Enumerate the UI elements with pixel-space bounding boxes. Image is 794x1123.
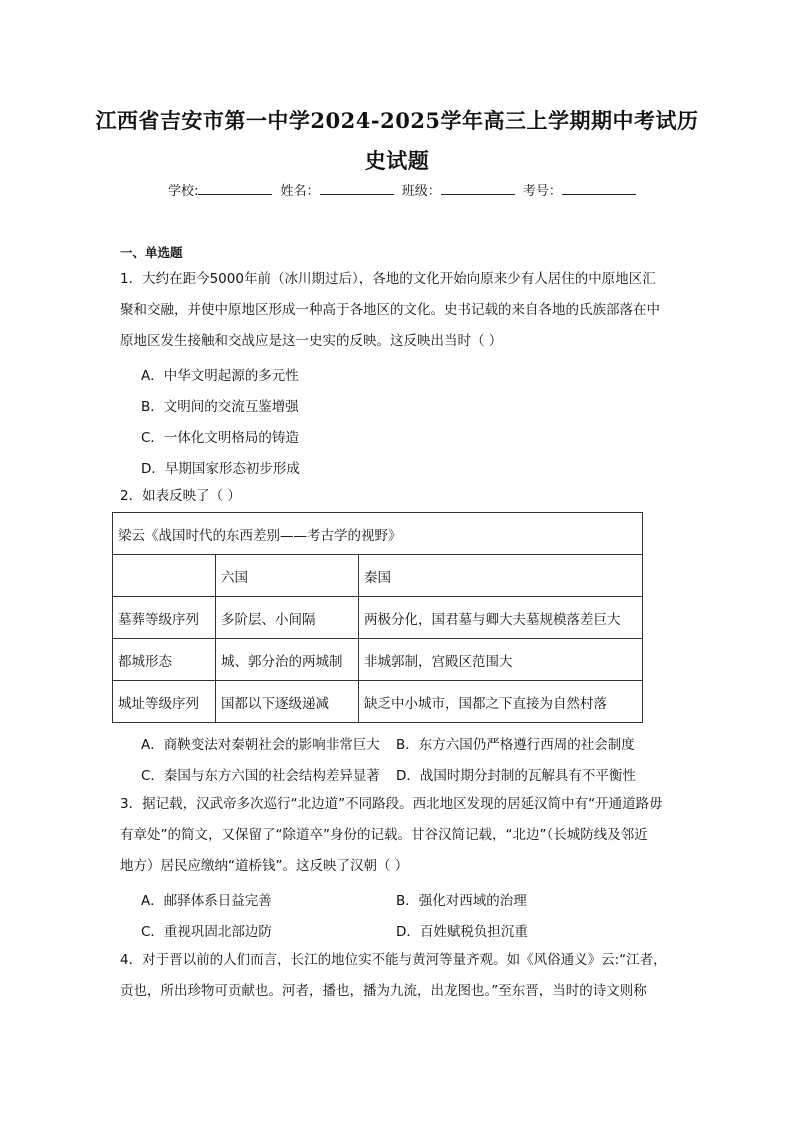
question-3-line: 有章处”的简文，又保留了“除道卒”身份的记载。甘谷汉简记载，“北边”（长城防线及邻近	[120, 827, 648, 843]
question-3-option-a[interactable]: A．邮驿体系日益完善	[141, 893, 272, 909]
table-cell: 缺乏中小城市，国都之下直接为自然村落	[359, 681, 643, 723]
name-label: 姓名：	[280, 184, 320, 199]
school-blank[interactable]	[198, 181, 272, 195]
question-2-option-a[interactable]: A．商鞅变法对秦朝社会的影响非常巨大	[141, 737, 380, 753]
question-1-stem	[120, 264, 676, 357]
student-info-row	[168, 180, 640, 199]
question-4-line: 4．对于晋以前的人们而言，长江的地位实不能与黄河等量齐观。如《风俗通义》云:“江者，	[120, 952, 667, 968]
question-4-stem	[120, 945, 676, 1007]
table-cell: 墓葬等级序列	[113, 597, 216, 639]
question-3-line: 地方）居民应缴纳“道桥钱”。这反映了汉朝（ ）	[120, 858, 409, 874]
question-3-stem	[120, 789, 676, 882]
table-cell: 城址等级序列	[113, 681, 216, 723]
question-1-line: 1．大约在距今5000年前（冰川期过后），各地的文化开始向原来少有人居住的中原地区汇	[120, 271, 656, 287]
table-cell: 国都以下逐级递减	[216, 681, 359, 723]
question-2-option-d[interactable]: D．战国时期分封制的瓦解具有不平衡性	[396, 768, 636, 784]
question-3-option-b[interactable]: B．强化对西域的治理	[396, 893, 527, 909]
question-3-option-c[interactable]: C．重视巩固北部边防	[141, 924, 272, 940]
table-header-cell: 六国	[216, 555, 359, 597]
table-row	[113, 597, 643, 639]
question-1-option-a[interactable]: A．中华文明起源的多元性	[141, 368, 299, 384]
table-cell: 城、郭分治的两城制	[216, 639, 359, 681]
question-2-stem	[120, 481, 676, 512]
table-row	[113, 681, 643, 723]
school-label: 学校:	[168, 184, 199, 199]
question-2-line: 2．如表反映了（ ）	[120, 488, 241, 504]
name-blank[interactable]	[320, 181, 394, 195]
question-1-line: 聚和交融，并使中原地区形成一种高于各地区的文化。史书记载的来自各地的氏族部落在中	[120, 302, 660, 318]
exam-title-line-2: 史试题	[364, 148, 430, 173]
question-2-option-b[interactable]: B．东方六国仍严格遵行西周的社会制度	[396, 737, 635, 753]
table-cell: 两极分化，国君墓与卿大夫墓规模落差巨大	[359, 597, 643, 639]
question-2-option-c[interactable]: C．秦国与东方六国的社会结构差异显著	[141, 768, 380, 784]
section-heading: 一、单选题	[120, 245, 183, 260]
question-4-line: 贡也，所出珍物可贡献也。河者，播也，播为九流，出龙图也。”至东晋，当时的诗文则称	[120, 983, 647, 999]
table-header-cell: 秦国	[359, 555, 643, 597]
exam-number-blank[interactable]	[562, 181, 636, 195]
table-header-cell	[113, 555, 216, 597]
question-1-option-c[interactable]: C．一体化文明格局的铸造	[141, 430, 299, 446]
table-caption: 梁云《战国时代的东西差别——考古学的视野》	[113, 513, 643, 555]
question-3-option-d[interactable]: D．百姓赋税负担沉重	[396, 924, 528, 940]
table-cell: 多阶层、小间隔	[216, 597, 359, 639]
exam-number-label: 考号：	[522, 184, 562, 199]
table-cell: 都城形态	[113, 639, 216, 681]
class-blank[interactable]	[441, 181, 515, 195]
table-header-row	[113, 555, 643, 597]
exam-title-line-1: 江西省吉安市第一中学2024-2025学年高三上学期期中考试历	[95, 108, 699, 133]
question-2-table	[112, 512, 643, 723]
table-row	[113, 639, 643, 681]
question-1-option-d[interactable]: D．早期国家形态初步形成	[141, 461, 300, 477]
table-cell: 非城郭制，宫殿区范围大	[359, 639, 643, 681]
question-3-line: 3．据记载，汉武帝多次巡行“北边道”不同路段。西北地区发现的居延汉简中有“开通道路毋	[120, 796, 663, 812]
class-label: 班级：	[401, 184, 441, 199]
question-1-line: 原地区发生接触和交战应是这一史实的反映。这反映出当时（ ）	[120, 333, 503, 349]
question-1-option-b[interactable]: B．文明间的交流互鉴增强	[141, 399, 299, 415]
